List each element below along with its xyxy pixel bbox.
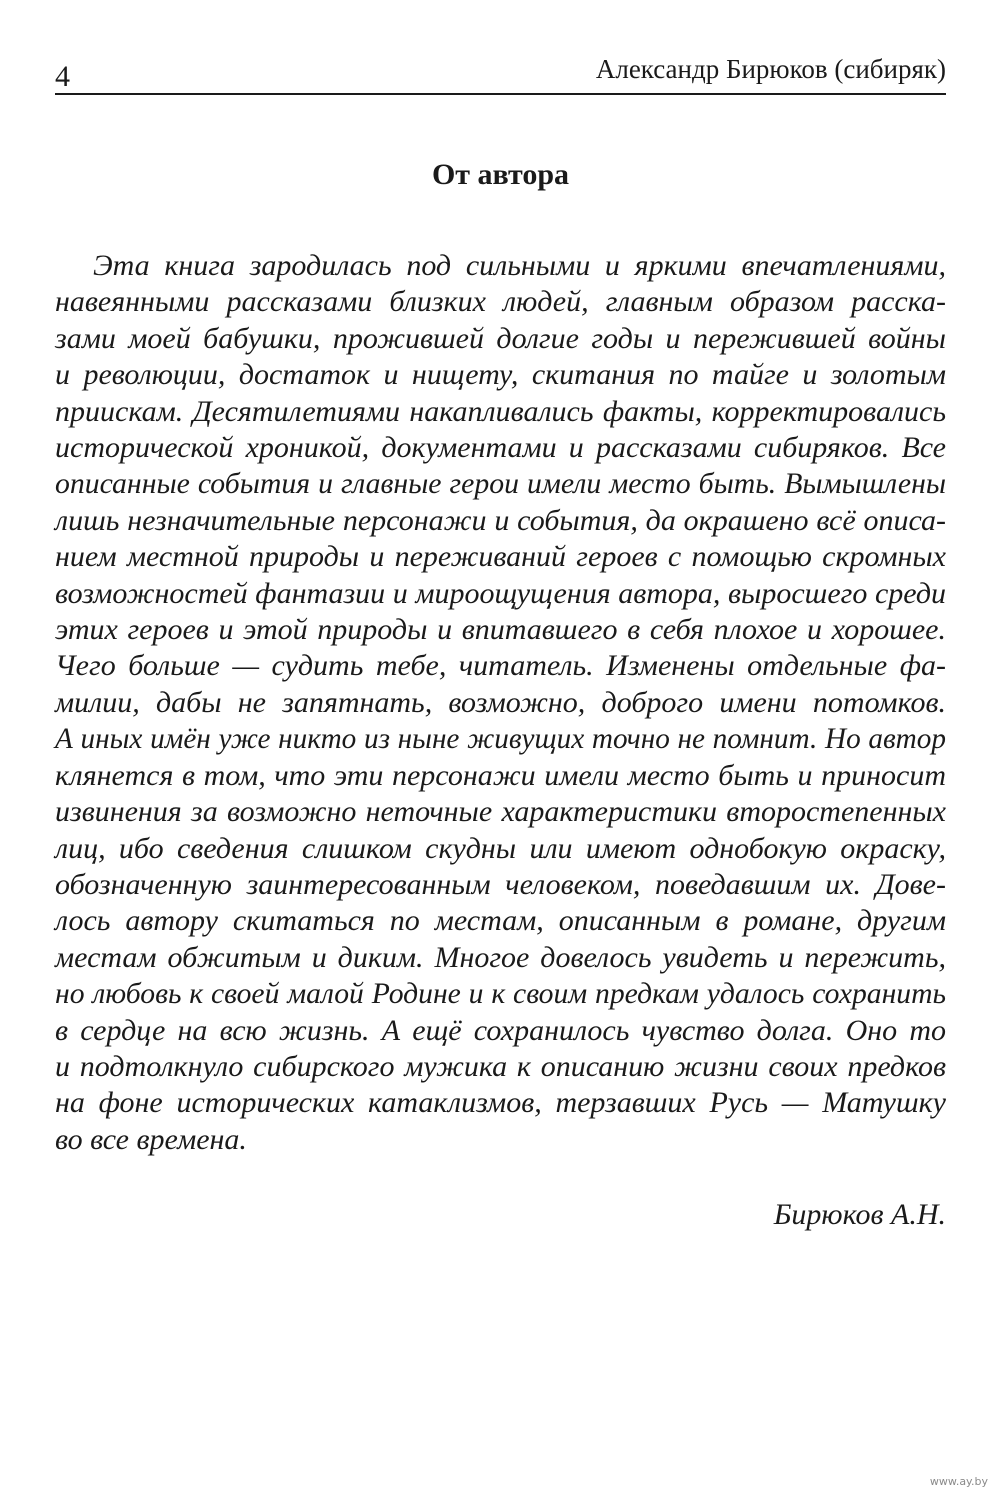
- chapter-title: От автора: [431, 158, 570, 191]
- running-head: Александр Бирюков (сибиряк): [595, 54, 946, 84]
- text-line: этих героев и этой природы и впитавшего в себя плохое и хорошее.: [55, 613, 946, 647]
- text-line: лось автору скитаться по местам, описанным в романе, другим: [55, 904, 946, 938]
- watermark: www.ay.by: [929, 1475, 988, 1488]
- header-rule: [55, 93, 946, 95]
- text-line: милии, дабы не запятнать, возможно, доброго имени потомков.: [55, 685, 946, 719]
- text-line: нием местной природы и переживаний героев с помощью скромных: [55, 540, 946, 574]
- text-line: приискам. Десятилетиями накапливались факты, корректировались: [55, 394, 946, 428]
- text-line: на фоне исторических катаклизмов, терзавших Русь — Матушку: [55, 1086, 946, 1120]
- body-text: [55, 248, 946, 1158]
- text-line: клянется в том, что эти персонажи имели место быть и приносит: [55, 758, 946, 792]
- text-line: и революции, достаток и нищету, скитания по тайге и золотым: [55, 358, 946, 392]
- text-line: извинения за возможно неточные характеристики второстепенных: [55, 795, 946, 829]
- text-line: обозначенную заинтересованным человеком, поведавшим их. Дове-: [55, 867, 946, 901]
- page-header: [55, 50, 946, 94]
- text-line: Эта книга зародилась под сильными и яркими впечатлениями,: [93, 249, 946, 282]
- text-line: и подтолкнуло сибирского мужика к описанию жизни своих предков: [55, 1049, 946, 1083]
- page-number: 4: [55, 60, 70, 93]
- text-line: возможностей фантазии и мироощущения автора, выросшего среди: [55, 576, 946, 610]
- text-line: местам обжитым и диким. Многое довелось увидеть и пережить,: [55, 940, 946, 974]
- author-signature: Бирюков А.Н.: [773, 1198, 946, 1231]
- text-line: лиц, ибо сведения слишком скудны или имеют однобокую окраску,: [55, 831, 946, 865]
- text-line: навеянными рассказами близких людей, главным образом расска-: [55, 285, 946, 319]
- text-line: исторической хроникой, документами и рассказами сибиряков. Все: [55, 431, 946, 465]
- text-line: лишь незначительные персонажи и события, да окрашено всё описа-: [55, 503, 946, 537]
- text-line: но любовь к своей малой Родине и к своим предкам удалось сохранить: [55, 978, 946, 1011]
- text-line: описанные события и главные герои имели место быть. Вымышлены: [55, 467, 946, 501]
- text-line: Чего больше — судить тебе, читатель. Изменены отдельные фа-: [55, 649, 946, 683]
- text-line: в сердце на всю жизнь. А ещё сохранилось чувство долга. Оно то: [55, 1013, 946, 1047]
- text-line: зами моей бабушки, прожившей долгие годы и пережившей войны: [55, 321, 946, 355]
- text-line: во все времена.: [55, 1122, 247, 1156]
- text-line: А иных имён уже никто из ныне живущих точно не помнит. Но автор: [55, 723, 946, 756]
